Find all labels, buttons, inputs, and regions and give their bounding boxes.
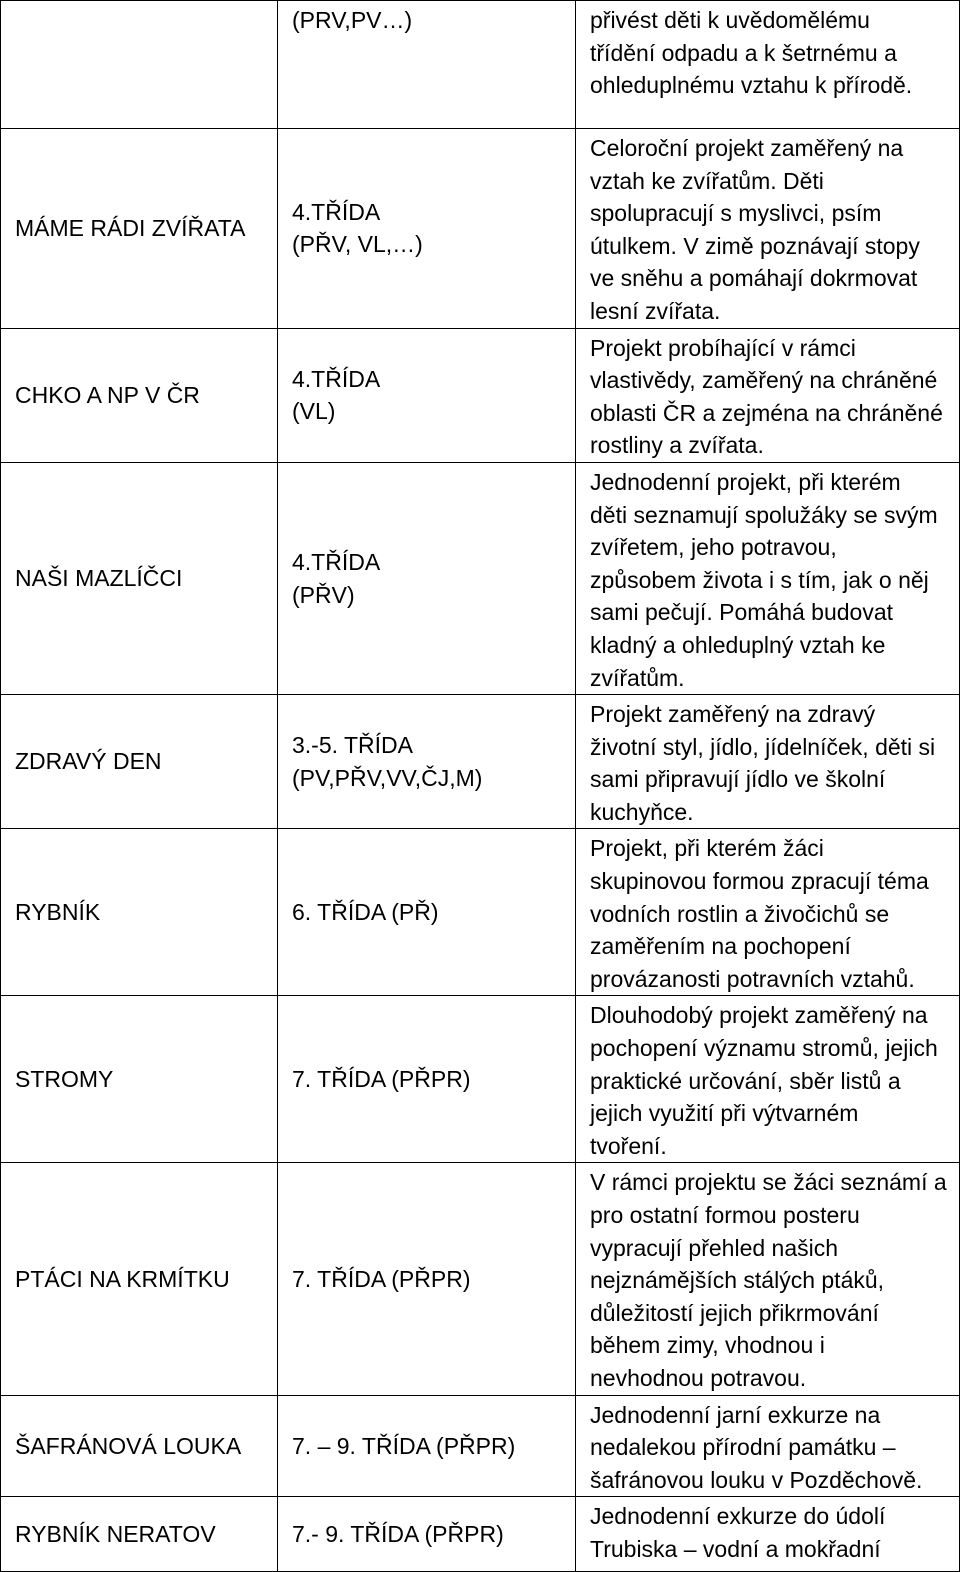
project-description-line: Projekt, při kterém žáci [590, 835, 824, 862]
project-class-cell [278, 996, 576, 1163]
project-description-line: provázanosti potravních vztahů. [590, 965, 915, 992]
project-class-line: (PŘV) [292, 581, 355, 608]
table-row [1, 1395, 960, 1497]
project-class-line: (PŘV, VL,…) [292, 231, 423, 258]
project-description-line: vlastivědy, zaměřený na chráněné [590, 367, 938, 394]
project-description-line: nejznámějších stálých ptáků, [590, 1267, 885, 1294]
project-name-cell [1, 129, 278, 329]
project-description-line: zvířetem, jeho potravou, [590, 534, 837, 561]
project-description-cell [576, 829, 960, 996]
project-description-line: životní styl, jídlo, jídelníček, děti si [590, 733, 936, 760]
project-class-cell [278, 1395, 576, 1497]
project-description-line: praktické určování, sběr listů a [590, 1067, 901, 1094]
table-body [1, 1, 960, 1572]
project-description-line: šafránovou louku v Pozděchově. [590, 1466, 923, 1493]
project-name-cell [1, 462, 278, 694]
table-row [1, 129, 960, 329]
project-class-line: 7.- 9. TŘÍDA (PŘPR) [292, 1521, 504, 1548]
project-description-cell [576, 129, 960, 329]
project-class-line: 7. TŘÍDA (PŘPR) [292, 1066, 471, 1093]
project-description-line: lesní zvířata. [590, 297, 721, 324]
project-description-line: sami připravují jídlo ve školní [590, 766, 886, 793]
project-name: RYBNÍK NERATOV [15, 1521, 216, 1548]
project-class-line: 7. – 9. TŘÍDA (PŘPR) [292, 1432, 516, 1459]
project-description-line: Jednodenní jarní exkurze na [590, 1401, 881, 1428]
project-name: STROMY [15, 1066, 114, 1093]
project-description-line: nevhodnou potravou. [590, 1364, 807, 1391]
project-description-line: děti seznamují spolužáky se svým [590, 501, 938, 528]
project-description-line: vztah ke zvířatům. Děti [590, 167, 824, 194]
project-class-cell [278, 1163, 576, 1395]
project-name-cell [1, 328, 278, 462]
project-class-cell [278, 129, 576, 329]
project-class-line: (PRV,PV…) [292, 7, 413, 33]
project-description-line: třídění odpadu a k šetrnému a [590, 39, 897, 66]
project-description-line: vodních rostlin a živočichů se [590, 900, 890, 927]
project-name: ŠAFRÁNOVÁ LOUKA [15, 1432, 242, 1459]
project-class-cell [278, 462, 576, 694]
project-description-line: Projekt probíhající v rámci [590, 334, 856, 361]
project-description-line: vypracují přehled našich [590, 1234, 839, 1261]
table-row [1, 829, 960, 996]
project-class-cell [278, 1497, 576, 1572]
project-description-line: přivést děti k uvědomělému [590, 7, 870, 33]
project-class-line: 7. TŘÍDA (PŘPR) [292, 1265, 471, 1292]
table-row [1, 695, 960, 829]
project-name-cell [1, 1, 278, 129]
project-class-line: 4.TŘÍDA [292, 198, 381, 225]
project-name-cell [1, 829, 278, 996]
project-description-line: Dlouhodobý projekt zaměřený na [590, 1002, 928, 1029]
table-row [1, 996, 960, 1163]
project-name: NAŠI MAZLÍČCI [15, 565, 183, 592]
project-class-line: 4.TŘÍDA [292, 365, 381, 392]
project-class-line: 3.-5. TŘÍDA [292, 732, 413, 759]
project-description-line: útulkem. V zimě poznávají stopy [590, 232, 920, 259]
project-description-line: sami pečují. Pomáhá budovat [590, 599, 894, 626]
project-name: RYBNÍK [15, 899, 101, 926]
project-description-line: Projekt zaměřený na zdravý [590, 701, 876, 728]
project-class-line: (VL) [292, 398, 336, 425]
project-description-cell [576, 328, 960, 462]
project-class-cell [278, 829, 576, 996]
project-description-cell [576, 695, 960, 829]
project-name-cell [1, 1395, 278, 1497]
project-name-cell [1, 1497, 278, 1572]
project-description-cell [576, 1, 960, 129]
project-description-line: Jednodenní projekt, při kterém [590, 468, 901, 495]
project-description-line: pochopení významu stromů, jejich [590, 1035, 938, 1062]
project-description-line: oblasti ČR a zejména na chráněné [590, 399, 943, 426]
project-description-line: tvoření. [590, 1132, 667, 1159]
project-description-line: V rámci projektu se žáci seznámí a [590, 1169, 947, 1196]
project-name-cell [1, 1163, 278, 1395]
project-class-line: 6. TŘÍDA (PŘ) [292, 899, 439, 926]
project-description-cell [576, 1497, 960, 1572]
project-description-line: rostliny a zvířata. [590, 432, 764, 459]
project-description-line: Celoroční projekt zaměřený na [590, 135, 904, 161]
project-class-line: (PV,PŘV,VV,ČJ,M) [292, 764, 483, 791]
project-description-line: kuchyňce. [590, 798, 694, 825]
project-description-line: nedalekou přírodní památku – [590, 1434, 896, 1461]
project-description-line: důležitostí jejich přikrmování [590, 1299, 879, 1326]
project-name: PTÁCI NA KRMÍTKU [15, 1265, 230, 1292]
project-class-cell [278, 328, 576, 462]
project-name-cell [1, 695, 278, 829]
project-class-cell [278, 695, 576, 829]
project-class-cell [278, 1, 576, 129]
project-description-cell [576, 1163, 960, 1395]
project-name: MÁME RÁDI ZVÍŘATA [15, 214, 246, 241]
table-row [1, 1163, 960, 1395]
project-description-line: zaměřením na pochopení [590, 933, 851, 960]
table-row [1, 1497, 960, 1572]
project-name: CHKO A NP V ČR [15, 381, 200, 408]
project-description-line: zvířatům. [590, 664, 685, 691]
project-description-line: Jednodenní exkurze do údolí [590, 1503, 886, 1530]
table-row [1, 1, 960, 129]
project-description-cell [576, 462, 960, 694]
project-description-line: kladný a ohleduplný vztah ke [590, 631, 886, 658]
project-description-line: během zimy, vhodnou i [590, 1332, 825, 1359]
project-description-line: skupinovou formou zpracují téma [590, 868, 929, 895]
project-description-line: způsobem života i s tím, jak o něj [590, 566, 929, 593]
table-row [1, 462, 960, 694]
project-description-line: spolupracují s myslivci, psím [590, 200, 882, 227]
table-row [1, 328, 960, 462]
project-description-line: Trubiska – vodní a mokřadní [590, 1535, 881, 1562]
project-class-line: 4.TŘÍDA [292, 548, 381, 575]
project-description-line: ve sněhu a pomáhají dokrmovat [590, 265, 918, 292]
project-description-line: pro ostatní formou posteru [590, 1202, 860, 1228]
project-description-line: ohleduplnému vztahu k přírodě. [590, 72, 913, 99]
project-name-cell [1, 996, 278, 1163]
project-description-line: jejich využití při výtvarném [590, 1100, 859, 1127]
project-description-cell [576, 1395, 960, 1497]
project-name: ZDRAVÝ DEN [15, 748, 162, 775]
project-description-cell [576, 996, 960, 1163]
